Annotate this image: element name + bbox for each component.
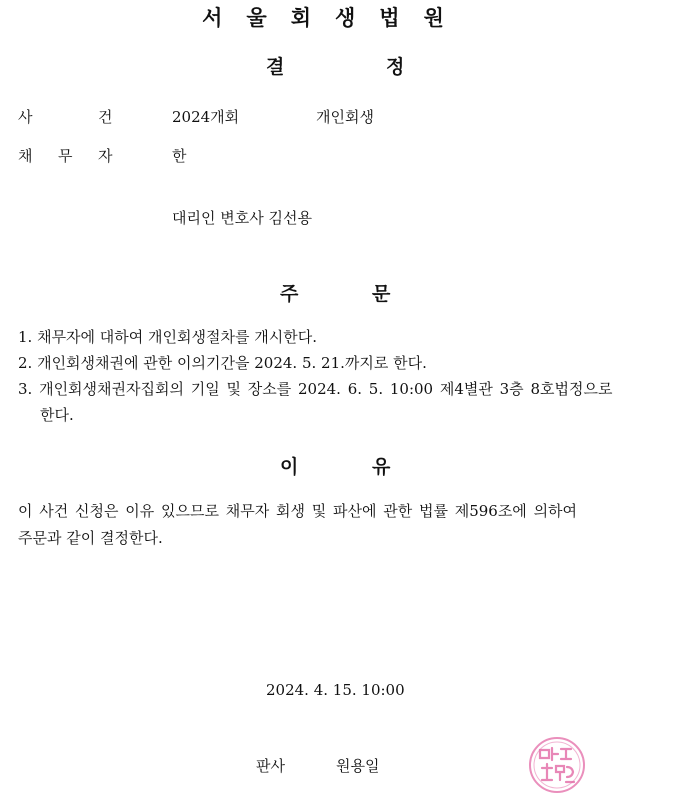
- order-item-2: 2. 개인회생채권에 관한 이의기간을 2024. 5. 21.까지로 한다.: [18, 354, 427, 372]
- decision-date: 2024. 4. 15. 10:00: [266, 681, 405, 699]
- case-label-char-2: 건: [98, 108, 113, 126]
- title-left-char: 결: [266, 56, 285, 78]
- order-heading-right: 문: [372, 283, 391, 305]
- debtor-agent: 대리인 변호사 김선용: [172, 209, 312, 227]
- order-heading-left: 주: [280, 283, 299, 305]
- case-label-char-1: 사: [18, 108, 33, 126]
- reason-text-line-2: 주문과 같이 결정한다.: [18, 529, 163, 547]
- debtor-label-char-3: 자: [98, 147, 113, 165]
- seal-graphic: [528, 736, 586, 794]
- order-item-1: 1. 채무자에 대하여 개인회생절차를 개시한다.: [18, 328, 317, 346]
- judge-title: 판사: [256, 757, 285, 775]
- debtor-label-char-2: 무: [58, 147, 73, 165]
- order-item-3-continuation: 한다.: [40, 406, 74, 424]
- order-item-3: 3. 개인회생채권자집회의 기일 및 장소를 2024. 6. 5. 10:00 제4별관 3층 8호법정으로: [18, 380, 613, 398]
- reason-text-line-1: 이 사건 신청은 이유 있으므로 채무자 회생 및 파산에 관한 법률 제596조에 의하여: [18, 502, 578, 520]
- debtor-label-char-1: 채: [18, 147, 33, 165]
- title-right-char: 정: [386, 56, 405, 78]
- case-name: 개인회생: [316, 108, 374, 126]
- reason-heading-right: 유: [372, 456, 391, 478]
- case-number: 2024개회: [172, 108, 240, 126]
- court-name: 서울회생법원: [202, 6, 468, 30]
- reason-heading-left: 이: [280, 456, 299, 478]
- debtor-name: 한: [172, 147, 187, 165]
- judge-name: 원용일: [336, 757, 380, 775]
- court-seal-stamp: [528, 736, 586, 794]
